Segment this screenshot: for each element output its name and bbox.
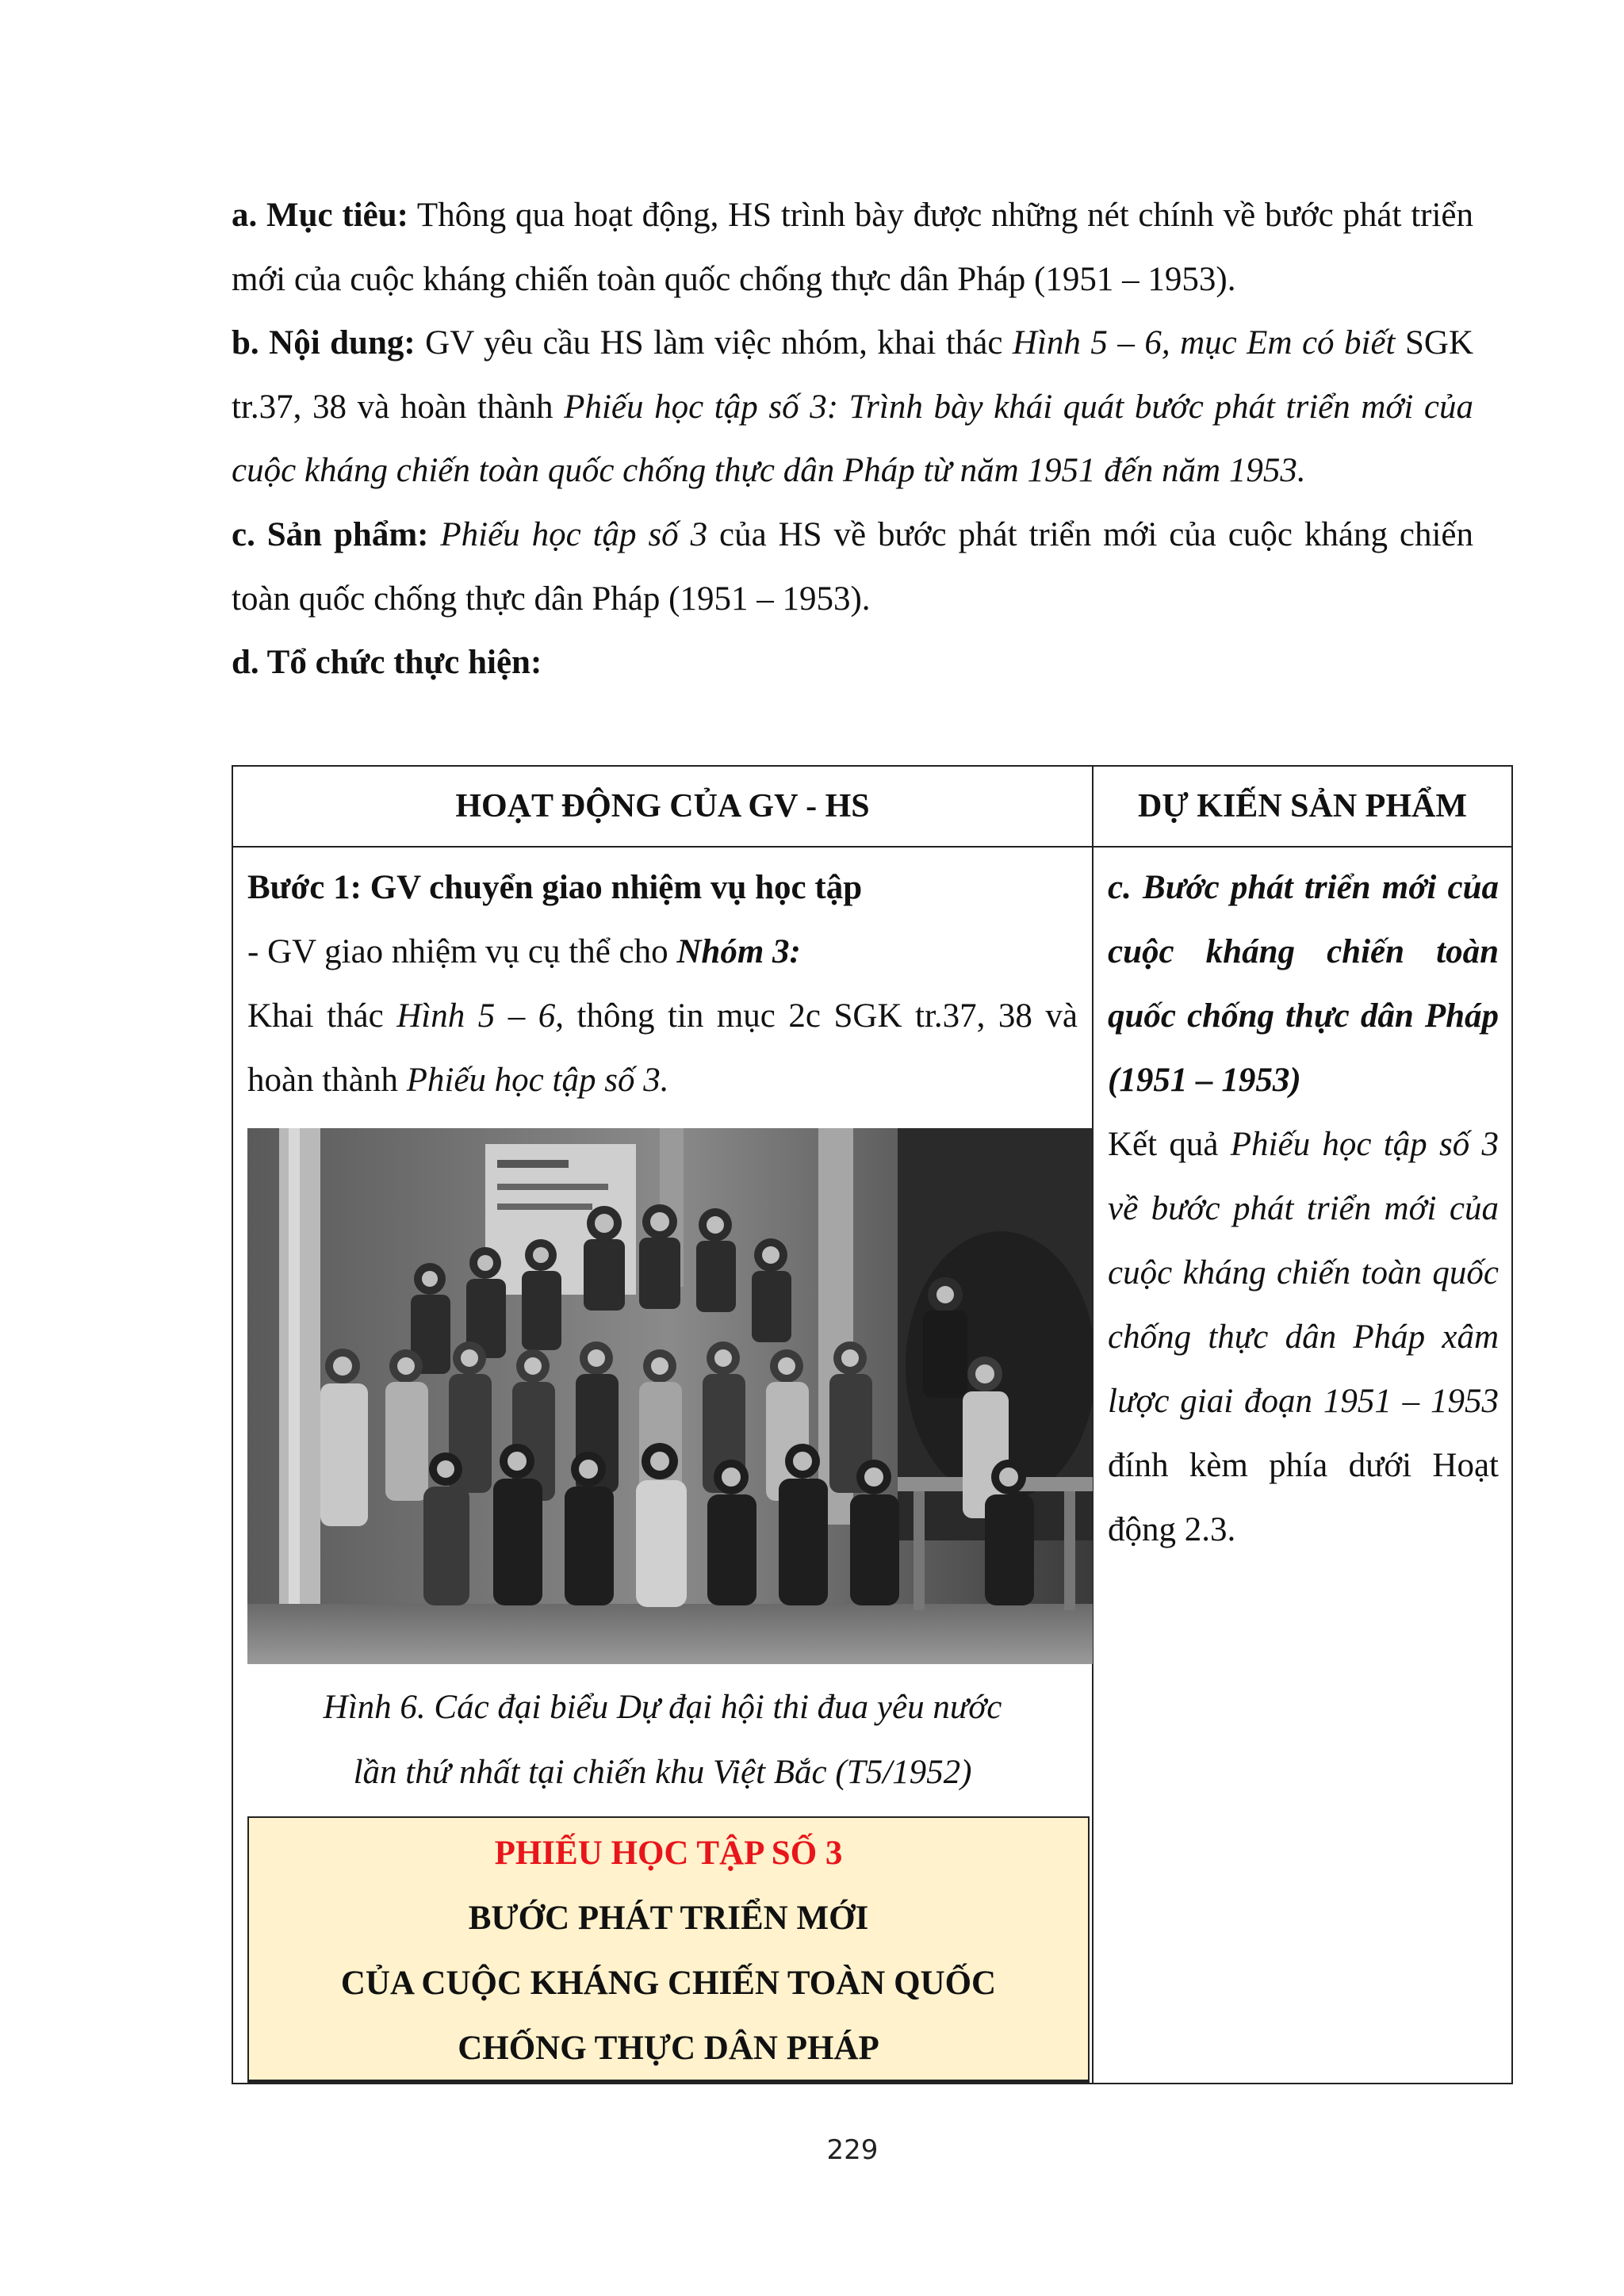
content-label: b. Nội dung: [232, 324, 416, 362]
product-text: của HS về bước phát triển mới của cuộc kháng chiến toàn quốc chống thực dân Pháp (1951 – 1953). [232, 515, 1473, 618]
historical-group-photo [247, 1128, 1093, 1664]
product-paragraph [232, 503, 1473, 631]
expected-text: Kết quả Phiếu học tập số 3 về bước phát triển mới của cuộc kháng chiến toàn quốc chống thực dân Pháp xâm lược giai đoạn 1951 – 1953 đính kèm phía dưới Hoạt động 2.3. [1108, 1126, 1499, 1548]
organization-label: d. Tổ chức thực hiện: [232, 644, 542, 682]
objective-paragraph [232, 184, 1473, 312]
header-expected-product: DỰ KIẾN SẢN PHẨM [1093, 766, 1512, 847]
worksheet-line-3: CHỐNG THỰC DÂN PHÁP [458, 2030, 879, 2067]
objective-text: Thông qua hoạt động, HS trình bày được những nét chính về bước phát triển mới của cuộc kháng chiến toàn quốc chống thực dân Pháp (1951 – 1953). [232, 197, 1474, 298]
objective-label: a. Mục tiêu: [232, 197, 408, 234]
group-label: Nhóm 3: [676, 933, 801, 970]
content-paragraph [232, 312, 1473, 503]
task-assignment: - GV giao nhiệm vụ cụ thể cho Nhóm 3: [247, 933, 801, 970]
worksheet-line-2: CỦA CUỘC KHÁNG CHIẾN TOÀN QUỐC [340, 1965, 997, 2002]
content-text-1: GV yêu cầu HS làm việc nhóm, khai thác [415, 324, 1013, 362]
expected-heading: c. Bước phát triển mới của cuộc kháng chiến toàn quốc chống thực dân Pháp (1951 – 1953) [1108, 869, 1499, 1099]
product-italic: Phiếu học tập số 3 [428, 515, 708, 553]
expected-product-cell [1093, 847, 1512, 2084]
worksheet-title: PHIẾU HỌC TẬP SỐ 3 [494, 1835, 843, 1872]
step-title: Bước 1: GV chuyển giao nhiệm vụ học tập [247, 869, 863, 906]
task-instructions: Khai thác Hình 5 – 6, thông tin mục 2c SGK tr.37, 38 và hoàn thành Phiếu học tập số 3. [247, 997, 1078, 1099]
organization-paragraph [232, 631, 1473, 695]
content-italic-2: Phiếu học tập số 3: Trình bày khái quát bước phát triển mới của cuộc kháng chiến toàn quốc chống thực dân Pháp từ năm 1951 đến năm 1953. [232, 388, 1473, 490]
activity-table [232, 765, 1513, 2084]
photo-caption-line-1: Hình 6. Các đại biểu Dự đại hội thi đua yêu nước [323, 1689, 1002, 1726]
table-row [232, 847, 1512, 2084]
product-label: c. Sản phẩm: [232, 515, 429, 553]
header-teacher-student: HOẠT ĐỘNG CỦA GV - HS [232, 766, 1093, 847]
table-header-row [232, 766, 1512, 847]
content-text-2: SGK tr.37, 38 và hoàn thành [232, 324, 1474, 426]
content-italic-1: Hình 5 – 6, mục Em có biết [1012, 324, 1396, 362]
lesson-body [232, 184, 1473, 695]
worksheet-box [247, 1816, 1090, 2083]
activity-cell [232, 847, 1093, 2084]
page-number: 229 [826, 2134, 879, 2166]
photo-caption-line-2: lần thứ nhất tại chiến khu Việt Bắc (T5/1952) [353, 1754, 972, 1791]
worksheet-line-1: BƯỚC PHÁT TRIỂN MỚI [468, 1900, 869, 1937]
